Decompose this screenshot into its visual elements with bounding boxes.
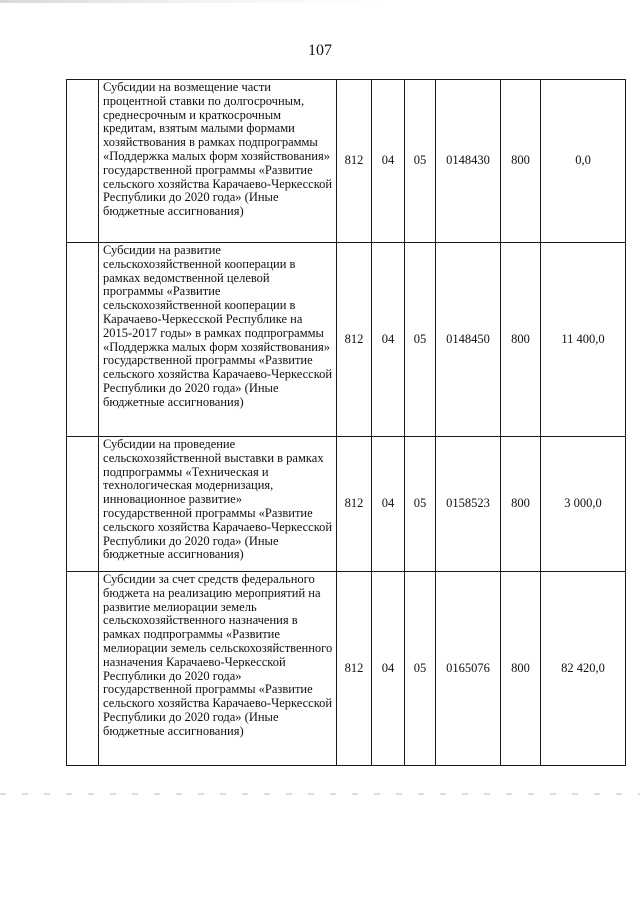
section-code-cell: 04 bbox=[372, 572, 405, 766]
scan-noise-line bbox=[0, 793, 640, 795]
amount-value: 0,0 bbox=[575, 153, 591, 168]
scan-edge-top bbox=[0, 0, 640, 3]
amount-cell bbox=[541, 80, 626, 243]
amount-value: 11 400,0 bbox=[561, 331, 605, 346]
expense-type-cell: 800 bbox=[501, 243, 541, 437]
row-number-cell bbox=[67, 243, 99, 437]
table-row bbox=[67, 572, 626, 766]
page-number: 107 bbox=[308, 42, 332, 59]
row-number-cell bbox=[67, 437, 99, 572]
section-code-cell: 04 bbox=[372, 80, 405, 243]
subsection-code-cell: 05 bbox=[405, 572, 436, 766]
amount-value: 3 000,0 bbox=[564, 496, 602, 511]
amount-cell bbox=[541, 243, 626, 437]
target-article-cell: 0148450 bbox=[436, 243, 501, 437]
description-cell: Субсидии на развитие сельскохозяйственной кооперации в рамках ведомственной целевой программы «Развитие сельскохозяйственной кооперации в Карачаево-Черкесской Республике на 2015-2017 годы» в рамках подпрограммы «Поддержка малых форм хозяйствования» государственной программы «Развитие сельского хозяйства Карачаево-Черкесской Республики до 2020 года» (Иные бюджетные ассигнования) bbox=[99, 243, 337, 437]
section-code-cell: 04 bbox=[372, 243, 405, 437]
amount-cell bbox=[541, 437, 626, 572]
subsection-code-cell: 05 bbox=[405, 243, 436, 437]
table-row bbox=[67, 437, 626, 572]
ministry-code-cell: 812 bbox=[337, 243, 372, 437]
ministry-code-cell: 812 bbox=[337, 80, 372, 243]
target-article-cell: 0165076 bbox=[436, 572, 501, 766]
amount-value: 82 420,0 bbox=[561, 660, 605, 675]
ministry-code-cell: 812 bbox=[337, 572, 372, 766]
expense-type-cell: 800 bbox=[501, 572, 541, 766]
ministry-code-cell: 812 bbox=[337, 437, 372, 572]
budget-table bbox=[66, 79, 626, 766]
table-row bbox=[67, 243, 626, 437]
description-cell: Субсидии на возмещение части процентной ставки по долгосрочным, среднесрочным и краткосрочным кредитам, взятым малыми формами хозяйствования в рамках подпрограммы «Поддержка малых форм хозяйствования» государственной программы «Развитие сельского хозяйства Карачаево-Черкесской Республики до 2020 года» (Иные бюджетные ассигнования) bbox=[99, 80, 337, 243]
row-number-cell bbox=[67, 80, 99, 243]
table-row bbox=[67, 80, 626, 243]
expense-type-cell: 800 bbox=[501, 80, 541, 243]
description-cell: Субсидии за счет средств федерального бюджета на реализацию мероприятий на развитие мелиорации земель сельскохозяйственного назначения в рамках подпрограммы «Развитие мелиорации земель сельскохозяйственного назначения Карачаево-Черкесской Республики до 2020 года» государственной программы «Развитие сельского хозяйства Карачаево-Черкесской Республики до 2020 года» (Иные бюджетные ассигнования) bbox=[99, 572, 337, 766]
row-number-cell bbox=[67, 572, 99, 766]
expense-type-cell: 800 bbox=[501, 437, 541, 572]
description-cell: Субсидии на проведение сельскохозяйственной выставки в рамках подпрограммы «Техническая и технологическая модернизация, инновационное развитие» государственной программы «Развитие сельского хозяйства Карачаево-Черкесской Республики до 2020 года» (Иные бюджетные ассигнования) bbox=[99, 437, 337, 572]
section-code-cell: 04 bbox=[372, 437, 405, 572]
amount-cell bbox=[541, 572, 626, 766]
target-article-cell: 0158523 bbox=[436, 437, 501, 572]
subsection-code-cell: 05 bbox=[405, 80, 436, 243]
subsection-code-cell: 05 bbox=[405, 437, 436, 572]
target-article-cell: 0148430 bbox=[436, 80, 501, 243]
